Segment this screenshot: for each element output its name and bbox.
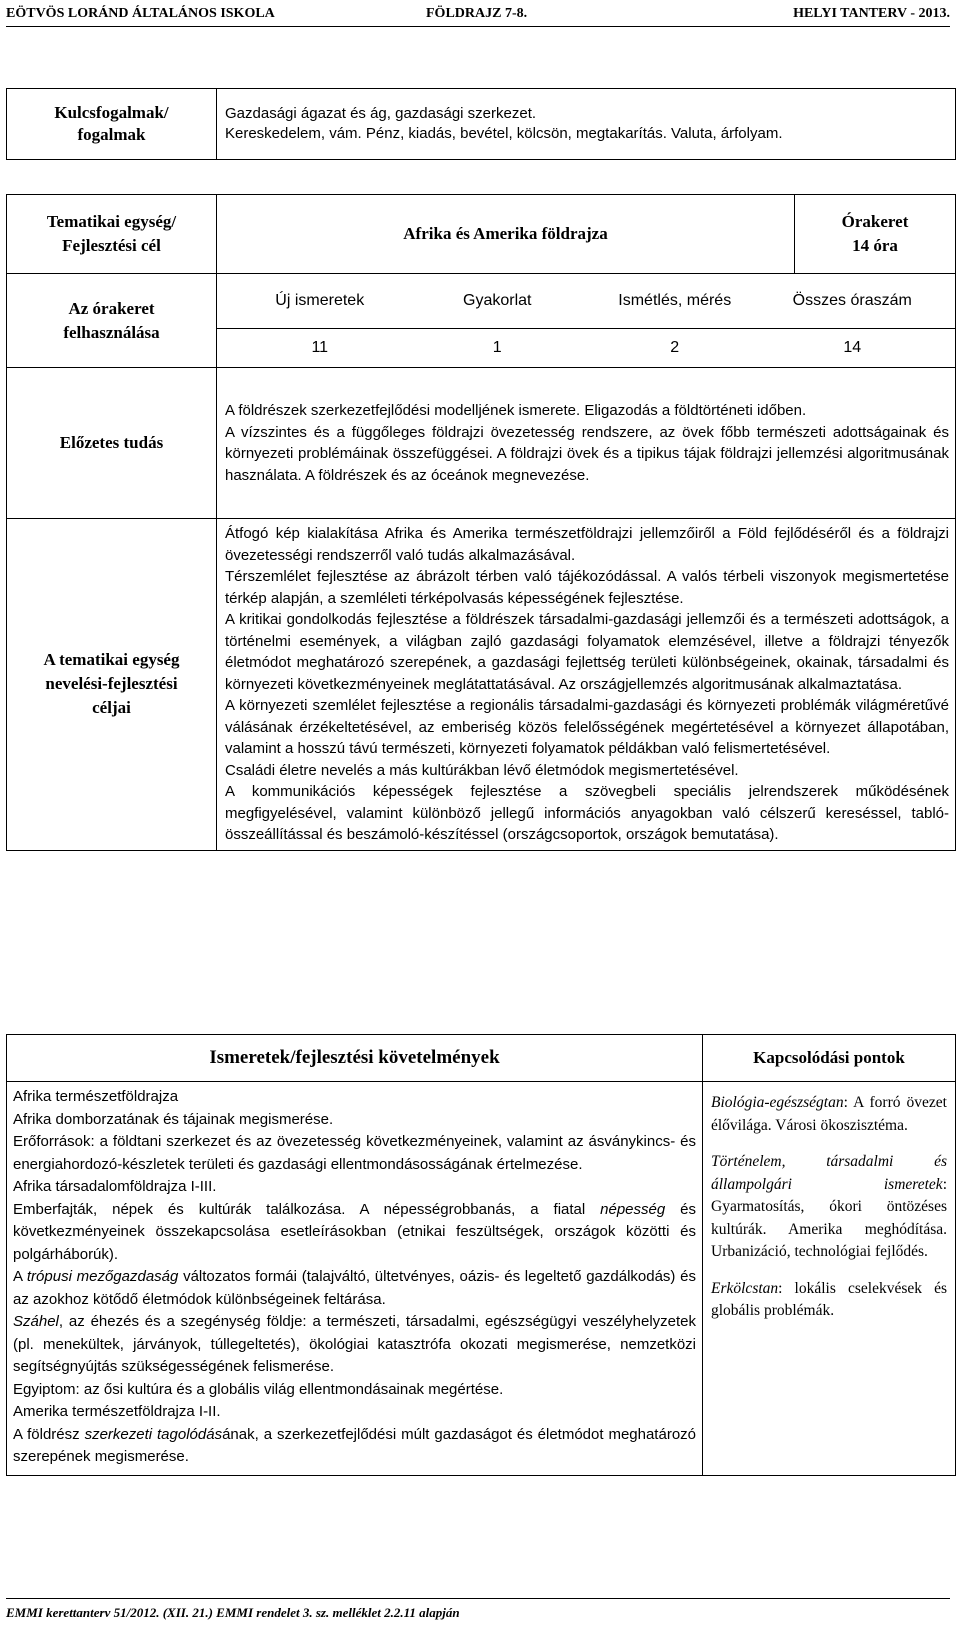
unit-label [7,195,217,274]
req-term: Száhel [13,1313,59,1330]
req-text: és következményeinek összekapcsolása esetleírásokban (etnikai feszültségek, országok közötti és polgárháborúk). [13,1200,696,1263]
req-line [13,1311,696,1379]
key-concepts-value [217,89,956,160]
prior-knowledge-label: Előzetes tudás [7,368,217,519]
goals-label [7,519,217,851]
connections-header: Kapcsolódási pontok [703,1035,956,1082]
goal-paragraph: Térszemlélet fejlesztése az ábrázolt térben való tájékozódással. A valós térbeli viszonyok megismertetése térkép alapján, a szemléleti térképolvasás képességének fejlesztése. [225,568,949,607]
goal-paragraph: A kommunikációs képességek fejlesztése a szövegbeli speciális jelrendszerek működésének megfigyelésével, valamint különböző jellegű információs anyagokban való célszerű kereséssel, tabló-összeállítással és beszámoló-készítéssel (országcsoportok, országok bemutatása). [225,783,949,843]
req-line: Afrika természetföldrajza [13,1088,179,1105]
hours-usage-label-line1: Az órakeret [68,298,155,318]
key-concepts-label [7,89,217,160]
value-practice: 1 [492,339,502,356]
req-text: , az éhezés és a szegénység földje: a természeti, társadalmi, egészségügyi veszélyhelyzetek (pl. menekültek, járványok, túllegeltetés), ökológiai katasztrófa okozati megismerése, nemzetközi segítségnyújtás szükségességének felismerése. [13,1313,696,1375]
key-concepts-line1: Gazdasági ágazat és ág, gazdasági szerkezet. [225,105,537,122]
req-term: trópusi mezőgazdaság [26,1268,179,1285]
connection-text: : lokális cselekvések és globális problémák. [711,1279,947,1319]
req-line: Afrika domborzatának és tájainak megismerése. [13,1110,334,1128]
header-review: Ismétlés, mérés [618,292,732,309]
unit-label-line1: Tematikai egység/ [46,212,177,231]
header-practice: Gyakorlat [463,292,532,309]
req-text: A [13,1268,27,1285]
connection-text: : A forró övezet élővilága. Városi ökoszisztéma. [711,1094,947,1134]
req-line [13,1199,696,1267]
key-concepts-line2: Kereskedelem, vám. Pénz, kiadás, bevétel, kölcsön, megtakarítás. Valuta, árfolyam. [225,125,783,142]
hours-usage-label-line2: felhasználása [63,322,160,342]
req-line: Afrika társadalomföldrajza I-III. [13,1178,217,1195]
req-line [13,1266,696,1311]
curriculum-title: HELYI TANTERV - 2013. [793,6,950,21]
hours-frame [795,195,956,274]
req-text: ának, a szerkezetfejlődési múlt gazdaságot és életmódot meghatározó szerepének megismerése. [13,1425,696,1465]
req-text: változatos formái (talajváltó, ültetvényes, oázis- és legeltető gazdálkodás) és az azokhoz kötődő életmódok különbségeinek feltárása. [13,1268,696,1308]
goal-paragraph: Családi életre nevelés a más kultúrákban lévő életmódok megismertetésével. [225,761,739,779]
connection-text: : Gyarmatosítás, ókori öntözéses kultúrák. Amerika meghódítása. Urbanizáció, technológiai fejlődés. [711,1175,947,1260]
key-concepts-label-line2: fogalmak [77,125,146,144]
unit-label-line2: Fejlesztési cél [62,236,161,255]
requirements-table [6,1034,956,1476]
header-new-knowledge: Új ismeretek [275,292,365,309]
goals-text [217,519,956,851]
page-footer: EMMI kerettanterv 51/2012. (XII. 21.) EMMI rendelet 3. sz. melléklet 2.2.11 alapján [6,1598,950,1621]
school-name: EÖTVÖS LORÁND ÁLTALÁNOS ISKOLA [6,6,275,21]
hours-value: 14 óra [852,236,898,255]
unit-table [6,194,956,851]
req-line: Egyiptom: az ősi kultúra és a globális világ ellentmondásainak megértése. [13,1380,504,1398]
hours-usage-values [217,329,955,367]
connection-history [711,1151,947,1264]
key-concepts-table [6,88,956,160]
req-line: Amerika természetföldrajza I-II. [13,1403,221,1420]
req-line [13,1424,696,1469]
req-text: Emberfajták, népek és kultúrák találkozása. A népességrobbanás, a fiatal [13,1200,601,1218]
goal-paragraph: A kritikai gondolkodás fejlesztése a földrészek társadalmi-gazdasági jellemzői és a természeti adottságok, a történelmi események, a világban zajló gazdasági folyamatok elemzésével, illetve a földrajzi tényezők életmódot meghatározó szerepének, a gazdasági fejlettség területi különbségeinek, okainak, társadalmi és környezeti következményeinek meglátattatásával. Az országjellemzés algoritmusának alkalmaztatása. [225,611,949,693]
connection-ethics [711,1278,947,1323]
connections-body [703,1082,956,1476]
prior-knowledge-text [217,368,956,519]
value-review: 2 [670,339,680,356]
connection-subject: Biológia-egészségtan [711,1094,844,1111]
value-new-knowledge: 11 [311,339,329,356]
value-total: 14 [843,339,862,356]
goal-paragraph: Átfogó kép kialakítása Afrika és Amerika természetföldrajzi jellemzőiről a Föld fejlődéséről és a földrajzi övezetességi rendszerről való tudás alkalmazásával. [225,525,949,564]
connection-biology [711,1092,947,1137]
prior-knowledge-p1: A földrészek szerkezetfejlődési modelljének ismerete. Eligazodás a földtörténeti időben. [225,402,807,419]
hours-usage-headers [217,274,955,329]
req-term: szerkezeti tagolódás [84,1425,223,1443]
connection-subject: Történelem, társadalmi és állampolgári ismeretek [711,1153,947,1193]
hours-usage-grid [217,274,956,368]
goal-paragraph: A környezeti szemlélet fejlesztése a regionális társadalmi-gazdasági és környezeti problémák világméretűvé válásának érzékeltetésével, az emberiség közös felelősségének megértetésével a környezet állapotában, valamint a hosszú távú természeti, környezeti folyamatok példákban való felismertetésével. [225,697,949,757]
hours-label: Órakeret [841,212,909,231]
page-header [6,4,950,27]
connection-subject: Erkölcstan [711,1279,779,1297]
requirements-header: Ismeretek/fejlesztési követelmények [7,1035,703,1082]
goals-label-line2: nevelési-fejlesztési [45,674,178,694]
req-term: népesség [600,1200,666,1218]
key-concepts-label-line1: Kulcsfogalmak/ [54,103,169,122]
hours-usage-label [7,274,217,368]
req-line: Erőforrások: a földtani szerkezet és az övezetesség következményeinek, valamint az ásványkincs- és energiahordozó-készletek területi és gazdasági ellentmondásosságának értelmezése. [13,1133,696,1173]
subject-name: FÖLDRAJZ 7-8. [426,6,528,21]
goals-label-line1: A tematikai egység [43,650,180,670]
unit-title: Afrika és Amerika földrajza [217,195,795,274]
requirements-body [7,1082,703,1476]
header-total: Összes óraszám [792,292,912,309]
prior-knowledge-p2: A vízszintes és a függőleges földrajzi övezetesség rendszere, az övek főbb természeti adottságainak és környezeti problémáinak összefüggései. A földrajzi övek és a tipikus tájak földrajzi jellemzési algoritmusának használata. A földrészek és az óceánok megnevezése. [225,423,949,484]
goals-label-line3: céljai [92,698,131,718]
req-text: A földrész [13,1425,85,1443]
